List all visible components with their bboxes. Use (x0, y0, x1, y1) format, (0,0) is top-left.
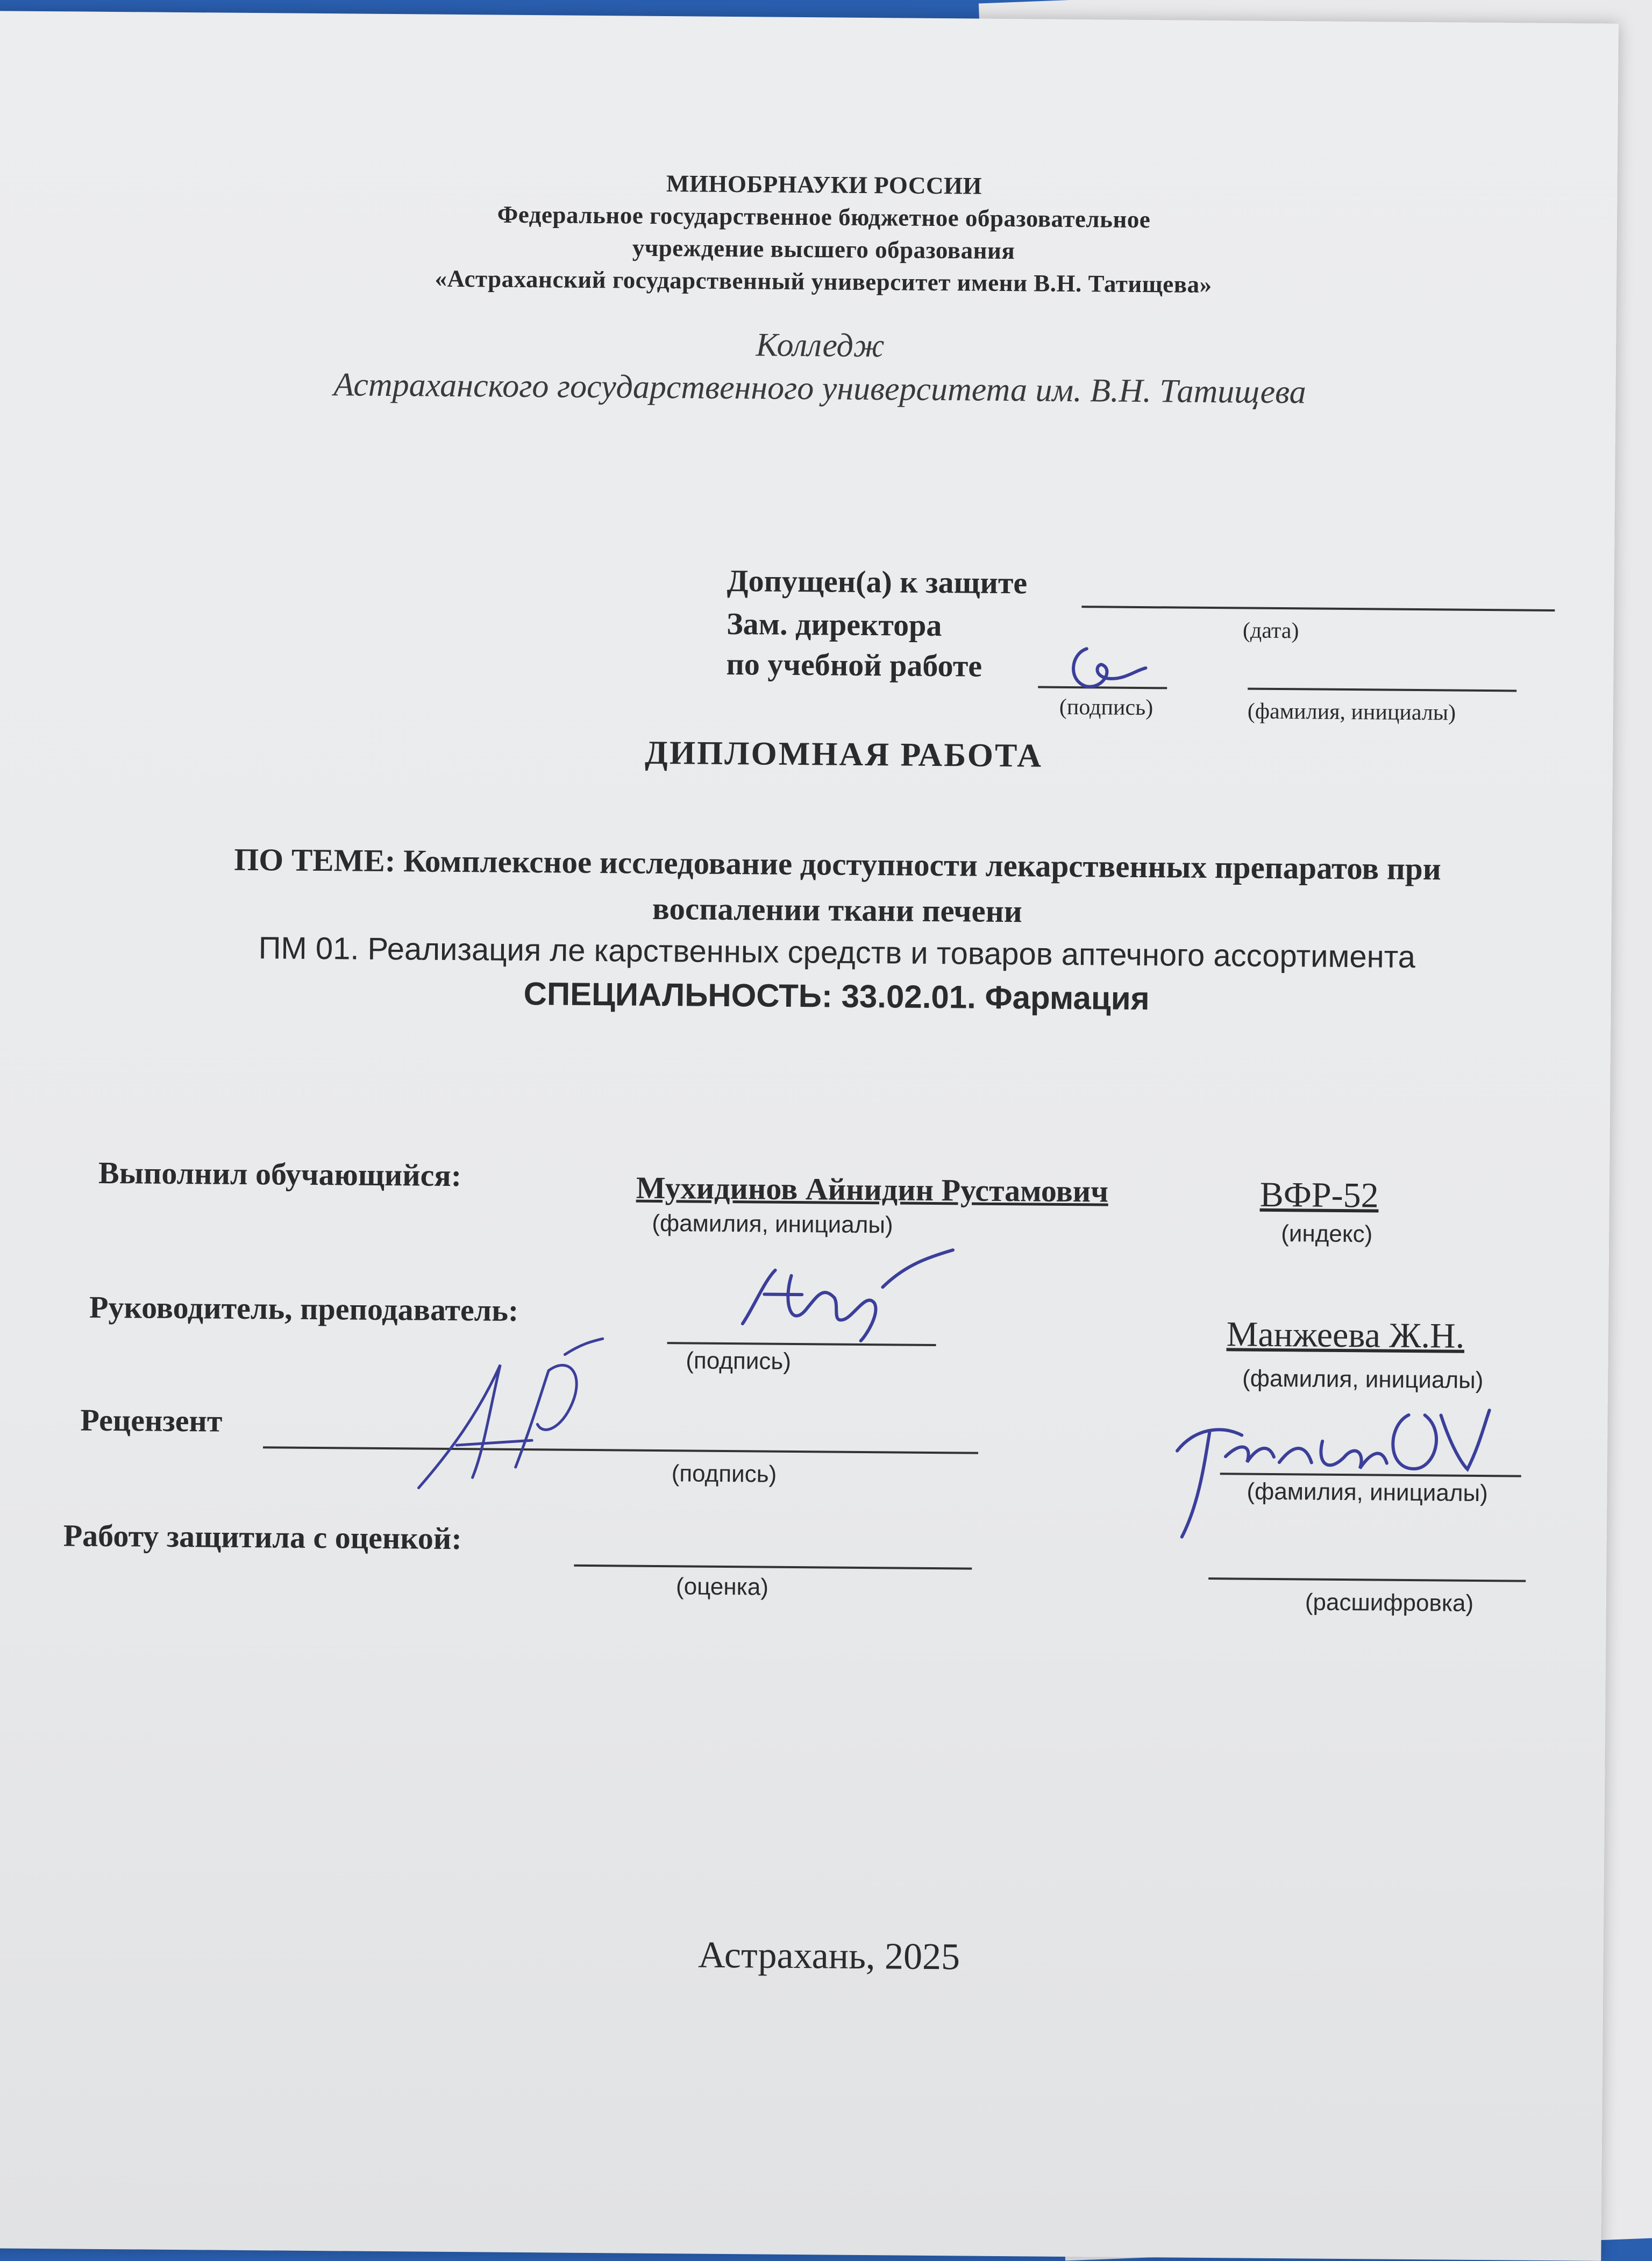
document-page (0, 11, 1619, 2261)
university-name: «Астраханский государственный университет имени В.Н. Татищева» (435, 265, 1212, 298)
supervisor-signature (731, 1243, 969, 1352)
reviewer-signature (408, 1332, 624, 1505)
topic-line-2: воспалении ткани печени (652, 890, 1022, 929)
module-line: ПМ 01. Реализация ле карственных средств и товаров аптечного ассортимента (258, 930, 1416, 975)
student-name: Мухидинов Айнидин Рустамович (636, 1170, 1109, 1209)
supervisor-name-caption: (фамилия, инициалы) (1242, 1365, 1484, 1394)
deputy-name-caption: (фамилия, инициалы) (1247, 699, 1456, 726)
student-label: Выполнил обучающийся: (98, 1155, 462, 1193)
student-group: ВФР-52 (1259, 1175, 1379, 1215)
decode-caption: (расшифровка) (1305, 1589, 1474, 1617)
ministry-name: МИНОБРНАУКИ РОССИИ (666, 170, 982, 200)
reviewer-label: Рецензент (80, 1402, 223, 1439)
academic-label: по учебной работе (726, 646, 982, 684)
reviewer-signature-caption: (подпись) (671, 1460, 777, 1488)
deputy-signature-caption: (подпись) (1059, 694, 1153, 721)
grade-line (574, 1565, 972, 1570)
supervisor-name: Манжеева Ж.Н. (1226, 1314, 1465, 1356)
institution-line-1: Федеральное государственное бюджетное образовательное (497, 201, 1151, 233)
college-title: Колледж (756, 326, 885, 365)
decode-line (1208, 1577, 1526, 1582)
date-line (1081, 606, 1555, 612)
grade-label: Работу защитила с оценкой: (63, 1518, 462, 1556)
grade-caption: (оценка) (675, 1573, 769, 1601)
topic-line-1: ПО ТЕМЕ: Комплексное исследование доступности лекарственных препаратов при (234, 841, 1441, 887)
city-year: Астрахань, 2025 (697, 1934, 960, 1978)
supervisor-signature-caption: (подпись) (686, 1347, 792, 1375)
institution-line-2: учреждение высшего образования (632, 234, 1015, 265)
supervisor-label: Руководитель, преподаватель: (89, 1289, 519, 1328)
reviewer-name-caption: (фамилия, инициалы) (1247, 1478, 1488, 1507)
student-name-caption: (фамилия, инициалы) (652, 1210, 893, 1239)
admitted-label: Допущен(а) к защите (727, 563, 1028, 601)
date-caption: (дата) (1242, 618, 1299, 644)
college-name: Астраханского государственного университета им. В.Н. Татищева (333, 366, 1306, 411)
specialty-line: СПЕЦИАЛЬНОСТЬ: 33.02.01. Фармация (523, 976, 1150, 1017)
reviewer-name-signature (1160, 1381, 1495, 1545)
document-title: ДИПЛОМНАЯ РАБОТА (644, 734, 1043, 774)
student-group-caption: (индекс) (1281, 1220, 1373, 1248)
deputy-label: Зам. директора (726, 606, 942, 643)
deputy-signature (1054, 638, 1162, 698)
deputy-name-line (1248, 688, 1516, 692)
